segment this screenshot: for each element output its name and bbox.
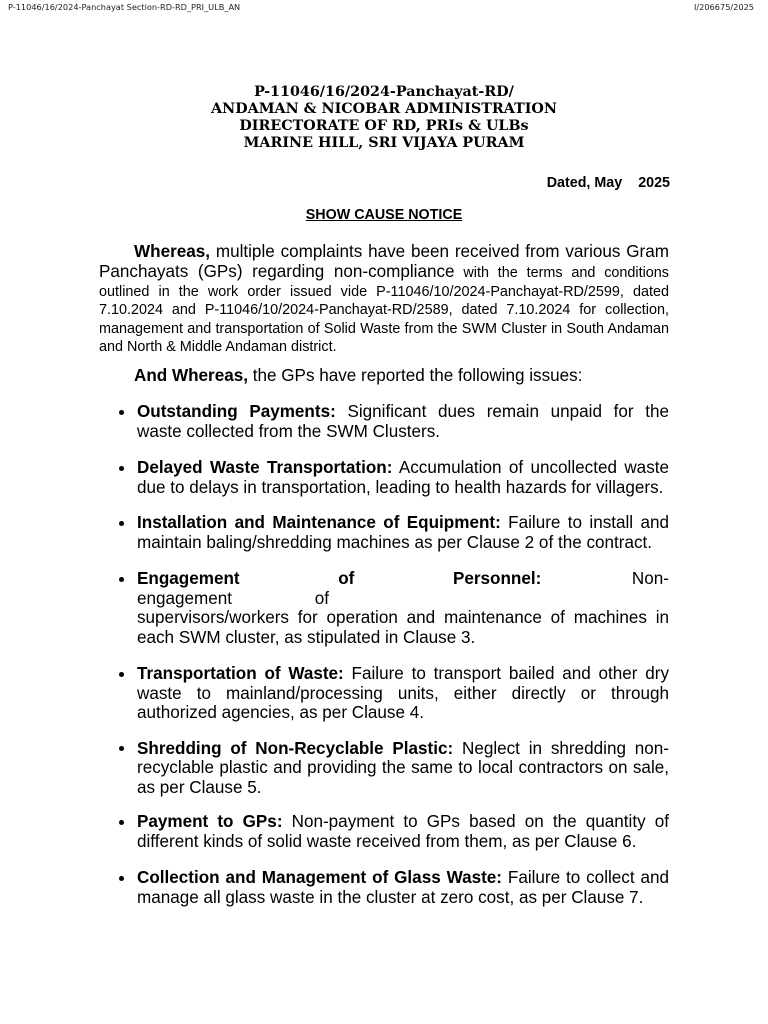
issue-text: Significant dues remain unpaid for the waste collected from the SWM Clusters. [137,402,669,441]
issue-text: Failure to transport bailed and other dry waste to mainland/processing units, either directly or through authorized agencies, as per Clause 4. [137,664,670,722]
whereas-lead: Whereas, [134,242,211,261]
issue-title: Installation and Maintenance of Equipment: [137,513,501,532]
date-line [547,175,670,191]
file-reference-bar [8,2,754,12]
issue-text: Neglect in shredding non-recyclable plastic and providing the same to local contractors on sale, as per Clause 5. [137,738,669,797]
letterhead-directorate: DIRECTORATE OF RD, PRIs & ULBs [239,118,529,134]
list-item [117,569,669,647]
issue-title: Shredding of Non-Recyclable Plastic: [137,738,454,758]
letterhead-administration: ANDAMAN & NICOBAR ADMINISTRATION [211,101,557,117]
notice-title: SHOW CAUSE NOTICE [305,207,463,223]
file-reference: P-11046/16/2024-Panchayat Section-RD-RD_PRI_ULB_AN [8,2,241,12]
list-item [117,458,669,497]
list-item [117,402,669,441]
document-number: I/206675/2025 [693,2,754,12]
list-item [117,812,669,851]
issue-text: Non-engagement of [137,569,669,608]
and-whereas-paragraph [134,366,582,385]
letterhead-file-number: P-11046/16/2024-Panchayat-RD/ [254,84,514,100]
issue-text: Failure to install and maintain baling/shredding machines as per Clause 2 of the contract. [137,513,669,552]
list-item [117,868,669,907]
issue-text-continued: supervisors/workers for operation and maintenance of machines in each SWM cluster, as stipulated in Clause 3. [137,608,669,647]
letterhead-address: MARINE HILL, SRI VIJAYA PURAM [243,135,525,151]
issue-title: Engagement of Personnel: [137,569,542,588]
issue-title: Collection and Management of Glass Waste: [137,868,502,887]
issue-text: Non-payment to GPs based on the quantity of different kinds of solid waste received from them, as per Clause 6. [137,812,669,851]
list-item [117,664,669,723]
issue-text: Accumulation of uncollected waste due to delays in transportation, leading to health hazards for villagers. [137,458,669,497]
and-whereas-text: the GPs have reported the following issues: [247,366,583,385]
list-item [117,513,669,552]
issues-list [117,402,669,907]
issue-title: Transportation of Waste: [137,664,344,683]
whereas-text-main: multiple complaints have been received from various Gram Panchayats (GPs) regarding non-compliance [99,242,669,281]
whereas-paragraph [99,242,669,357]
issue-text: Failure to collect and manage all glass waste in the cluster at zero cost, as per Clause 7. [137,868,669,907]
list-item [117,739,669,798]
letterhead [0,84,768,152]
issue-title: Outstanding Payments: [137,402,336,421]
issue-title: Payment to GPs: [137,812,283,831]
whereas-text-details: with the terms and conditions outlined in the work order issued vide P-11046/10/2024-Panchayat-RD/2599, dated 7.10.2024 and P-11046/10/2024-Panchayat-RD/2589, dated 7.10.2024 for collection, management and transportation of Solid Waste from the SWM Cluster in South Andaman and North & Middle Andaman district. [99,265,669,355]
and-whereas-lead: And Whereas, [134,366,248,385]
issue-title: Delayed Waste Transportation: [137,458,393,477]
date-label: Dated, May [546,175,623,191]
date-year: 2025 [638,175,670,191]
